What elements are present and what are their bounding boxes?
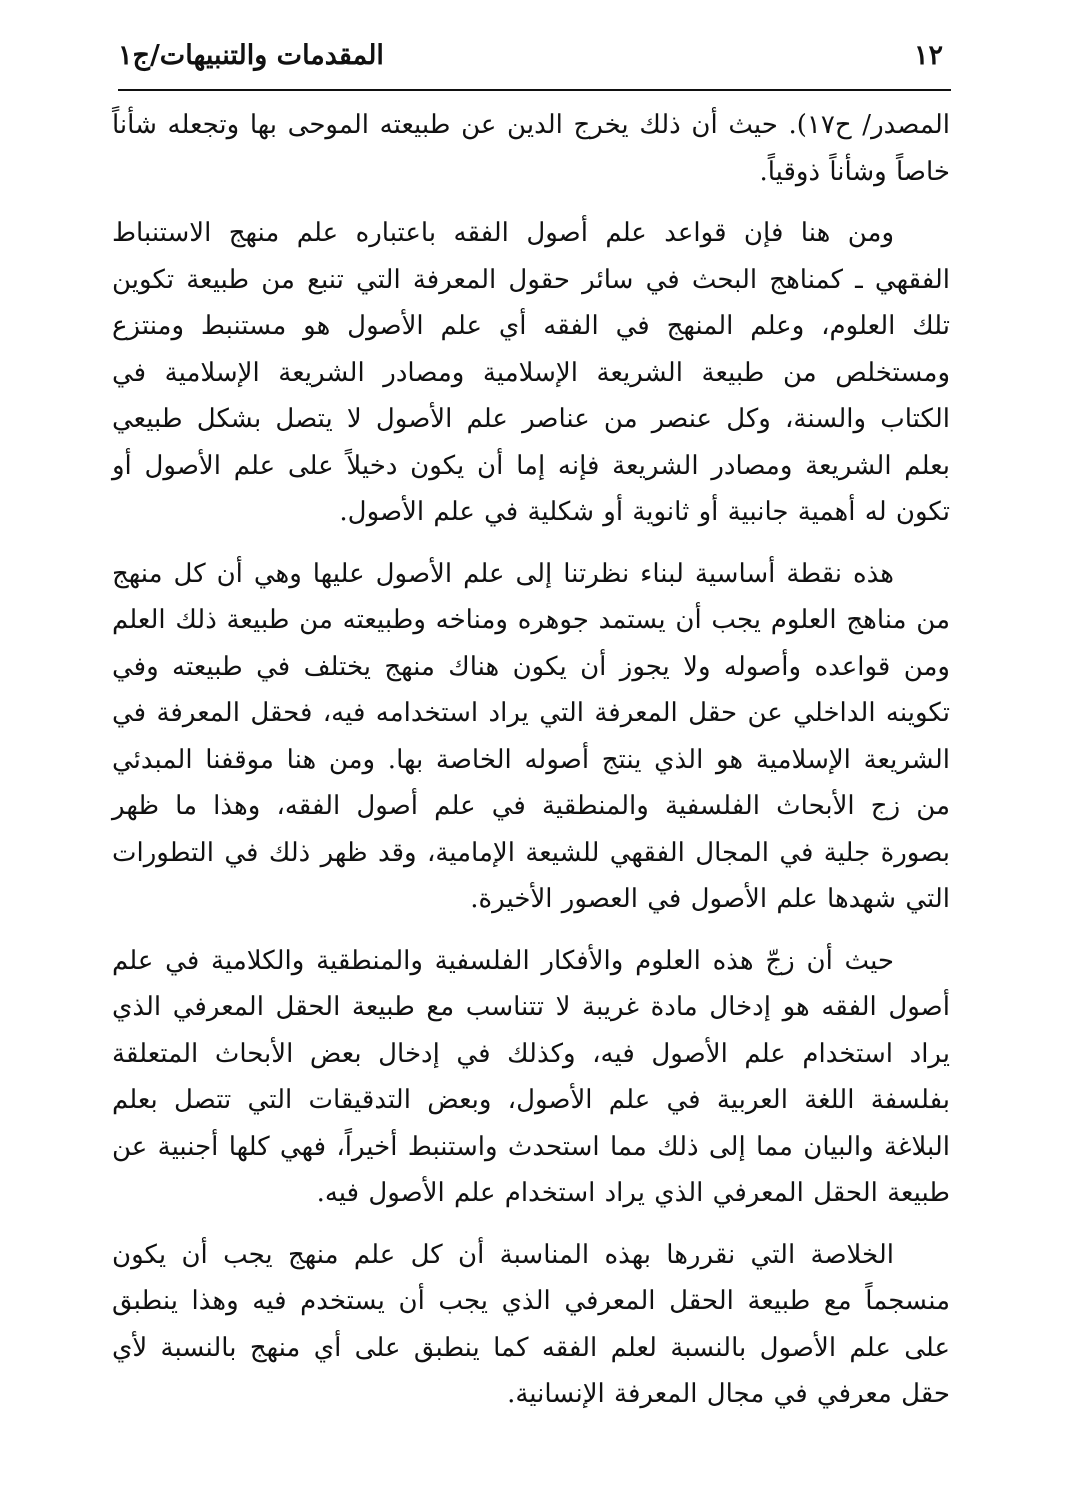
running-title: المقدمات والتنبيهات/ج١ [118, 40, 384, 71]
body-text [112, 102, 950, 1418]
paragraph: هذه نقطة أساسية لبناء نظرتنا إلى علم الأصول عليها وهي أن كل منهج من مناهج العلوم يجب أن يستمد جوهره ومناخه وطبيعته من طبيعة ذلك العلم ومن قواعده وأصوله ولا يجوز أن يكون هناك منهج يختلف في طبيعته وفي تكوينه الداخلي عن حقل المعرفة التي يراد استخدامه فيه، فحقل المعرفة في الشريعة الإسلامية هو الذي ينتج أصوله الخاصة بها. ومن هنا موقفنا المبدئي من زج الأبحاث الفلسفية والمنطقية في علم أصول الفقه، وهذا ما ظهر بصورة جلية في المجال الفقهي للشيعة الإمامية، وقد ظهر ذلك في التطورات التي شهدها علم الأصول في العصور الأخيرة. [112, 558, 950, 914]
page-header [118, 36, 951, 84]
paragraph: ومن هنا فإن قواعد علم أصول الفقه باعتباره علم منهج الاستنباط الفقهي ـ كمناهج البحث في سائر حقول المعرفة التي تنبع من طبيعة تكوين تلك العلوم، وعلم المنهج في الفقه أي علم الأصول هو مستنبط ومنتزع ومستخلص من طبيعة الشريعة الإسلامية ومصادر الشريعة الإسلامية في الكتاب والسنة، وكل عنصر من عناصر علم الأصول لا يتصل بشكل طبيعي بعلم الشريعة ومصادر الشريعة فإنه إما أن يكون دخيلاً على علم الأصول أو تكون له أهمية جانبية أو ثانوية أو شكلية في علم الأصول. [112, 218, 950, 527]
paragraph: حيث أن زجّ هذه العلوم والأفكار الفلسفية والمنطقية والكلامية في علم أصول الفقه هو إدخال مادة غريبة لا تتناسب مع طبيعة الحقل المعرفي الذي يراد استخدام علم الأصول فيه، وكذلك في إدخال بعض الأبحاث المتعلقة بفلسفة اللغة العربية في علم الأصول، وبعض التدقيقات التي تتصل بعلم البلاغة والبيان مما إلى ذلك مما استحدث واستنبط أخيراً، فهي كلها أجنبية عن طبيعة الحقل المعرفي الذي يراد استخدام علم الأصول فيه. [112, 945, 950, 1208]
page-number: ١٢ [913, 40, 943, 71]
paragraph: الخلاصة التي نقررها بهذه المناسبة أن كل علم منهج يجب أن يكون منسجماً مع طبيعة الحقل المعرفي الذي يجب أن يستخدم فيه وهذا ينطبق على علم الأصول بالنسبة لعلم الفقه كما ينطبق على أي منهج بالنسبة لأي حقل معرفي في مجال المعرفة الإنسانية. [112, 1239, 950, 1409]
paragraph-continuation: المصدر/ ح١٧). حيث أن ذلك يخرج الدين عن طبيعته الموحى بها وتجعله شأناً خاصاً وشأناً ذوقياً. [112, 110, 950, 187]
header-divider [118, 89, 951, 91]
